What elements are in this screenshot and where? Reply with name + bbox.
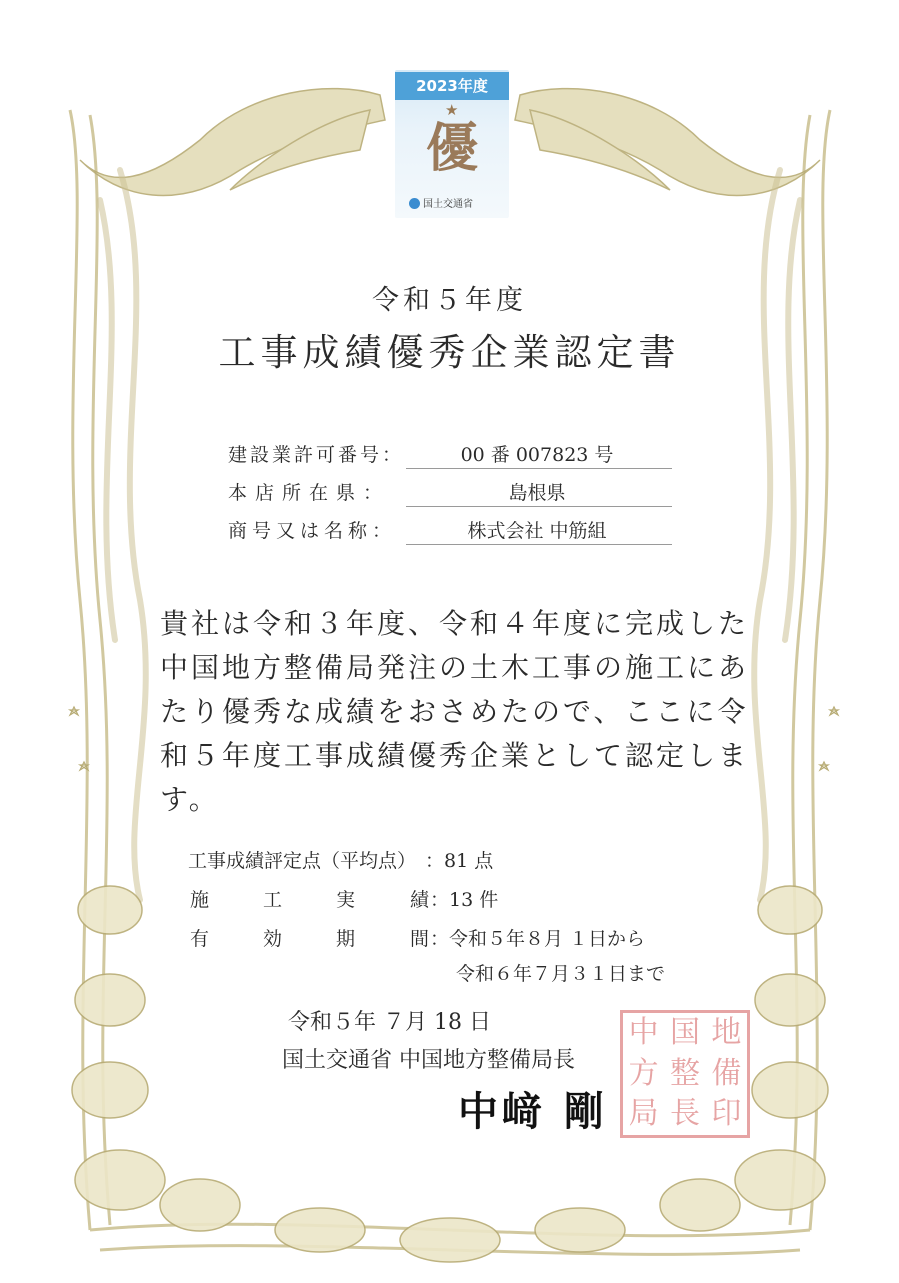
seal-char: 地 [711,1015,742,1050]
body-line: 中国地方整備局発注の土木工事の施工にあ [160,651,750,684]
badge-year: 2023年度 [395,72,509,100]
count-label-3: 実 [336,889,356,911]
period-label-4: 間 [410,928,430,950]
count-label-4: 績 [410,889,430,911]
period-label-1: 有 [190,928,210,950]
seal-char: 中 [628,1015,659,1050]
count-label-1: 施 [190,889,210,911]
body-line: す。 [160,783,220,816]
underline [406,468,672,469]
underline [406,506,672,507]
body-line: 和５年度工事成績優秀企業として認定しま [160,739,750,772]
info-label: 商号又は名称： [228,520,397,542]
body-line: たり優秀な成績をおさめたので、ここに令 [160,695,749,728]
count-value: ：13 件 [430,889,499,911]
ministry-logo-icon [409,198,420,209]
signature: 中﨑 剛 [458,1088,608,1135]
badge-ministry-text: 国土交通省 [423,199,473,210]
seal-char: 国 [669,1015,700,1050]
period-to: 令和６年７月３１日まで [456,963,666,985]
badge-ministry [409,195,509,210]
seal-char: 長 [669,1096,700,1132]
period-from: ：令和５年８月 １日から [430,928,646,950]
period-label-2: 効 [263,928,283,950]
info-value: 株式会社 中筋組 [467,520,607,542]
seal-char: 印 [711,1096,742,1132]
star-icon: ★ [445,101,459,119]
seal-char: 局 [628,1096,659,1132]
seal-char: 整 [669,1055,700,1091]
official-seal [620,1010,750,1138]
issuer-name: 国土交通省 中国地方整備局長 [282,1048,575,1073]
certificate-title: 工事成績優秀企業認定書 [218,331,681,374]
period-label-3: 期 [336,928,356,950]
issue-date: 令和５年 ７月 18 日 [288,1010,491,1035]
info-label: 建設業許可番号： [228,444,405,466]
seal-char: 備 [711,1055,742,1091]
info-value: 00 番 007823 号 [460,444,614,466]
count-label-2: 工 [263,889,283,911]
score-label: 工事成績評定点（平均点） [188,850,417,872]
seal-char: 方 [628,1055,659,1091]
award-badge [395,70,509,218]
info-value: 島根県 [508,482,566,504]
badge-character: 優 [425,118,478,179]
certificate-body [160,602,760,822]
underline [406,544,672,545]
certificate-era: 令和５年度 [372,285,527,316]
info-label: 本店所在県： [228,482,391,504]
body-line: 貴社は令和３年度、令和４年度に完成した [160,607,750,640]
score-value: ：81 点 [425,850,494,872]
